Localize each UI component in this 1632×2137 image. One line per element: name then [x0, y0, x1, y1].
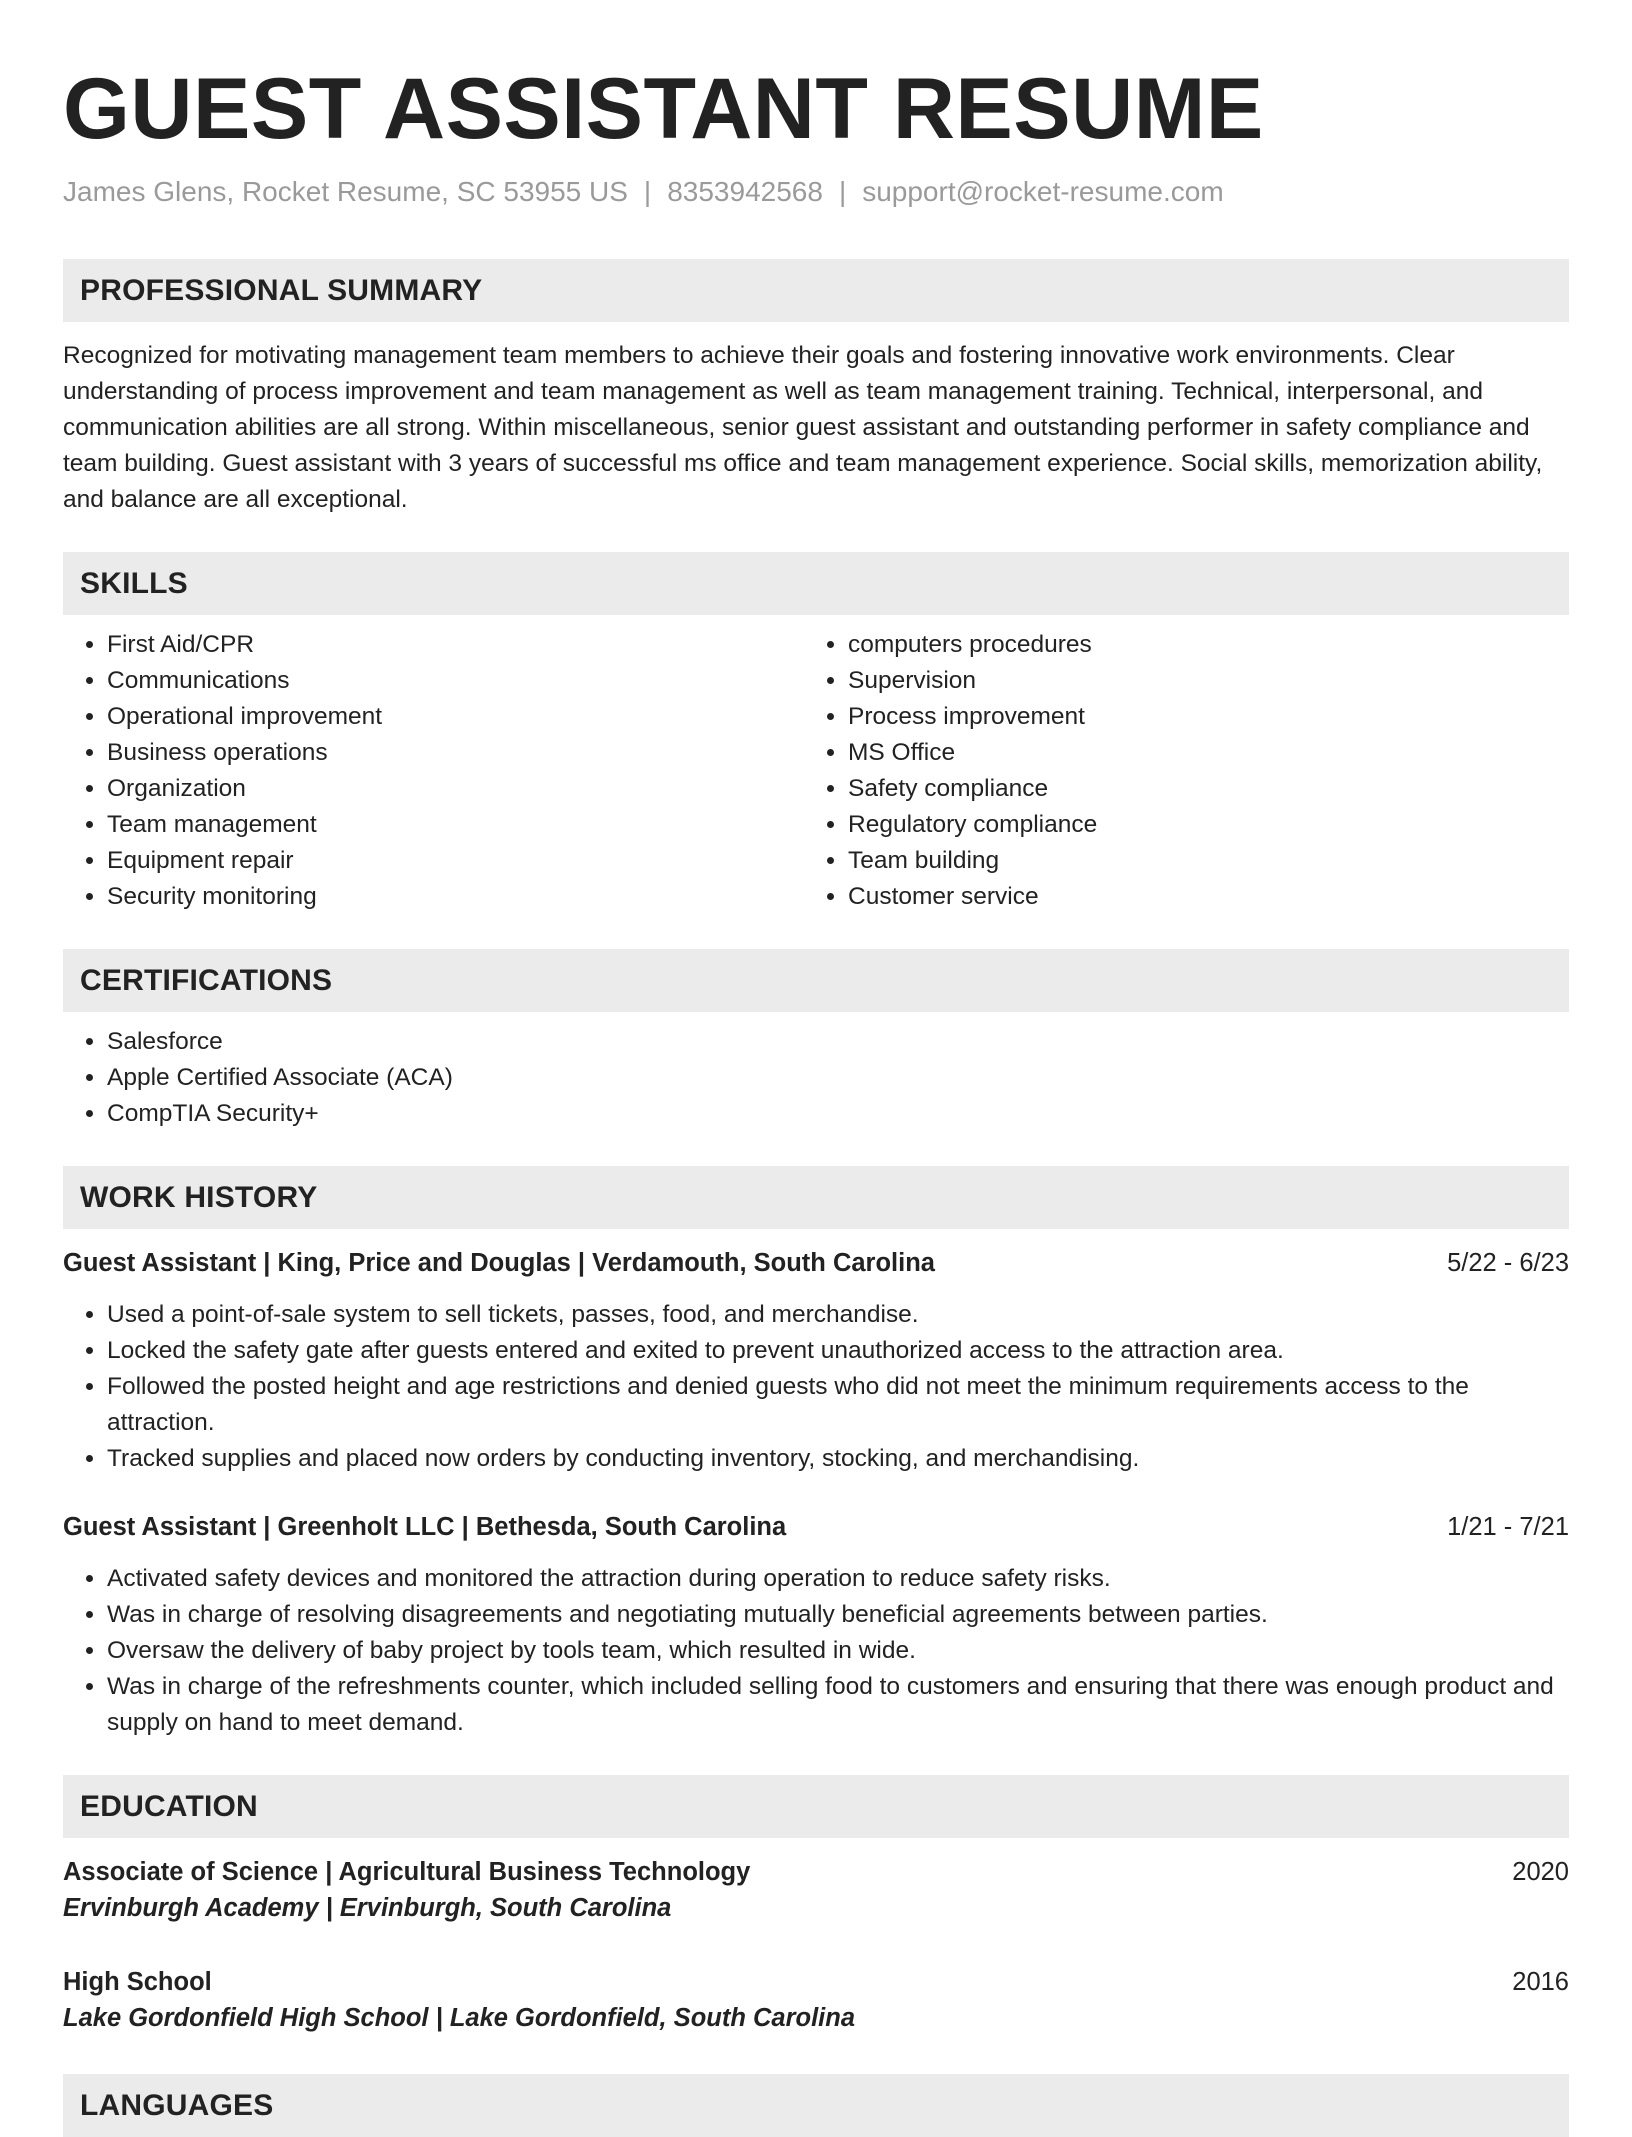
contact-line	[63, 175, 1569, 209]
section-header-skills: SKILLS	[63, 552, 1569, 615]
job-title: Guest Assistant | Greenholt LLC | Bethesda, South Carolina	[63, 1512, 787, 1541]
contact-email[interactable]: support@rocket-resume.com	[862, 176, 1224, 208]
certification-item: • CompTIA Security+	[107, 1096, 1569, 1132]
section-header-education: EDUCATION	[63, 1775, 1569, 1838]
skills-list-right	[804, 627, 1545, 915]
job-title: Guest Assistant | King, Price and Douglas | Verdamouth, South Carolina	[63, 1248, 935, 1277]
skill-item: • Customer service	[848, 879, 1545, 915]
job-bullet: • Used a point-of-sale system to sell tickets, passes, food, and merchandise.	[107, 1297, 1569, 1333]
job-header	[63, 1509, 1569, 1545]
skill-item: • Security monitoring	[107, 879, 804, 915]
contact-separator: |	[643, 176, 652, 208]
skill-item: • Equipment repair	[107, 843, 804, 879]
languages-section	[63, 2074, 1569, 2137]
skill-item: • Communications	[107, 663, 804, 699]
contact-separator: |	[838, 176, 847, 208]
skills-section	[63, 552, 1569, 915]
skills-list-left	[63, 627, 804, 915]
skill-item: • First Aid/CPR	[107, 627, 804, 663]
education-degree: Associate of Science | Agricultural Business Technology	[63, 1857, 751, 1886]
education-year: 2016	[1512, 1967, 1569, 1996]
education-section	[63, 1775, 1569, 2036]
job-bullet: • Tracked supplies and placed now orders by conducting inventory, stocking, and merchandising.	[107, 1441, 1569, 1477]
skill-item: • Operational improvement	[107, 699, 804, 735]
certifications-list	[63, 1024, 1569, 1132]
section-header-work-history: WORK HISTORY	[63, 1166, 1569, 1229]
summary-section	[63, 259, 1569, 518]
certification-item: • Apple Certified Associate (ACA)	[107, 1060, 1569, 1096]
job-bullet: • Followed the posted height and age restrictions and denied guests who did not meet the minimum requirements access to the attraction.	[107, 1369, 1569, 1441]
summary-text: Recognized for motivating management team members to achieve their goals and fostering innovative work environments. Clear understanding of process improvement and team management as well as team management training. Technical, interpersonal, and communication abilities are all strong. Within miscellaneous, senior guest assistant and outstanding performer in safety compliance and team building. Guest assistant with 3 years of successful ms office and team management experience. Social skills, memorization ability, and balance are all exceptional.	[63, 341, 1543, 513]
skill-item: • Organization	[107, 771, 804, 807]
contact-address: James Glens, Rocket Resume, SC 53955 US	[63, 176, 628, 208]
education-degree: High School	[63, 1967, 212, 1996]
contact-phone: 8353942568	[667, 176, 823, 208]
education-header	[63, 1854, 1569, 1890]
skill-item: • Process improvement	[848, 699, 1545, 735]
skill-item: • Business operations	[107, 735, 804, 771]
job-bullets	[63, 1561, 1569, 1741]
job-bullet: • Locked the safety gate after guests entered and exited to prevent unauthorized access to the attraction area.	[107, 1333, 1569, 1369]
job-dates: 1/21 - 7/21	[1447, 1512, 1569, 1541]
section-header-certifications: CERTIFICATIONS	[63, 949, 1569, 1012]
skill-item: • Safety compliance	[848, 771, 1545, 807]
work-history-section	[63, 1166, 1569, 1741]
education-school: Ervinburgh Academy | Ervinburgh, South Carolina	[63, 1893, 672, 1922]
education-year: 2020	[1512, 1857, 1569, 1886]
job-entry	[63, 1245, 1569, 1477]
education-entry	[63, 1964, 1569, 2036]
certification-item: • Salesforce	[107, 1024, 1569, 1060]
education-entry	[63, 1854, 1569, 1926]
skill-item: • computers procedures	[848, 627, 1545, 663]
section-header-summary: PROFESSIONAL SUMMARY	[63, 259, 1569, 322]
section-header-languages: LANGUAGES	[63, 2074, 1569, 2137]
job-bullet: • Activated safety devices and monitored the attraction during operation to reduce safety risks.	[107, 1561, 1569, 1597]
skill-item: • MS Office	[848, 735, 1545, 771]
skills-grid	[63, 627, 1569, 915]
skill-item: • Team management	[107, 807, 804, 843]
certifications-section	[63, 949, 1569, 1132]
skill-item: • Regulatory compliance	[848, 807, 1545, 843]
job-bullets	[63, 1297, 1569, 1477]
skills-column-left	[63, 627, 804, 915]
job-bullet: • Was in charge of the refreshments counter, which included selling food to customers and ensuring that there was enough product and supply on hand to meet demand.	[107, 1669, 1569, 1741]
education-header	[63, 1964, 1569, 2000]
resume-title: GUEST ASSISTANT RESUME	[63, 61, 1264, 157]
job-header	[63, 1245, 1569, 1281]
education-school: Lake Gordonfield High School | Lake Gordonfield, South Carolina	[63, 2003, 856, 2032]
skills-column-right	[804, 627, 1545, 915]
skill-item: • Team building	[848, 843, 1545, 879]
job-dates: 5/22 - 6/23	[1447, 1248, 1569, 1277]
skill-item: • Supervision	[848, 663, 1545, 699]
job-bullet: • Oversaw the delivery of baby project by tools team, which resulted in wide.	[107, 1633, 1569, 1669]
job-bullet: • Was in charge of resolving disagreements and negotiating mutually beneficial agreements between parties.	[107, 1597, 1569, 1633]
job-entry	[63, 1509, 1569, 1741]
